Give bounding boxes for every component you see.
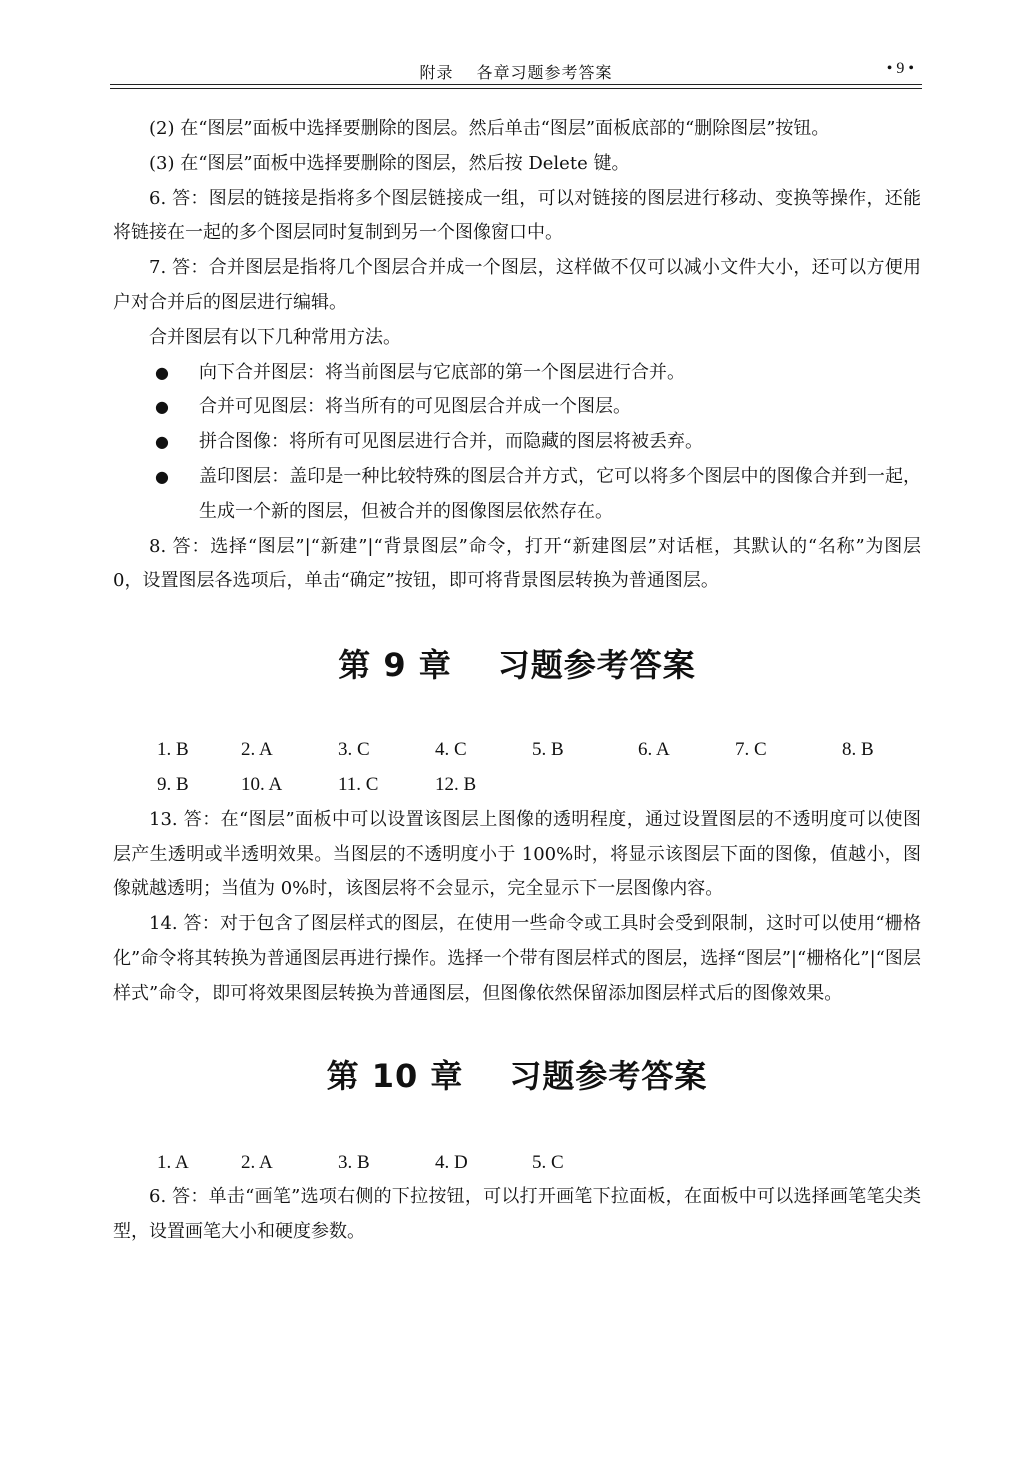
paragraph: 13. 答：在“图层”面板中可以设置该图层上图像的透明程度，通过设置图层的不透明度可以使图层产生透明或半透明效果。当图层的不透明度小于 100%时，将显示该图层下面的图像，值越小，图像就越透明；当值为 0%时，该图层将不会显示，完全显示下一层图像内容。 <box>113 808 921 900</box>
header-rule-thin <box>110 88 922 89</box>
bullet-text: 盖印图层：盖印是一种比较特殊的图层合并方式，它可以将多个图层中的图像合并到一起，生成一个新的图层，但被合并的图像图层依然存在。 <box>199 465 921 522</box>
header-rule-thick <box>110 84 922 85</box>
bullet-text: 合并可见图层：将当所有的可见图层合并成一个图层。 <box>199 396 631 418</box>
answer-item: 10. A <box>241 773 283 795</box>
bullet-item <box>113 356 921 391</box>
paragraph: 6. 答：单击“画笔”选项右侧的下拉按钮，可以打开画笔下拉面板，在面板中可以选择画笔笔尖类型，设置画笔大小和硬度参数。 <box>113 1186 921 1243</box>
answer-item: 1. B <box>157 739 189 761</box>
answer-item: 2. A <box>241 1151 273 1173</box>
page-number: • 9 • <box>886 60 914 77</box>
chapter-heading <box>113 1056 921 1096</box>
paragraph: 6. 答：图层的链接是指将多个图层链接成一组，可以对链接的图层进行移动、变换等操作，还能将链接在一起的多个图层同时复制到另一个图像窗口中。 <box>113 187 921 244</box>
answer-item: 11. C <box>338 773 379 795</box>
answer-row <box>113 1146 921 1181</box>
answer-item: 5. C <box>532 1151 564 1173</box>
paragraph: (3) 在“图层”面板中选择要删除的图层，然后按 Delete 键。 <box>149 152 630 174</box>
header-title: 附录 各章习题参考答案 <box>419 63 613 82</box>
chapter-title: 习题参考答案 <box>497 646 696 685</box>
answer-item: 4. D <box>435 1151 468 1173</box>
chapter-number: 第 10 章 <box>326 1056 464 1095</box>
chapter-number: 第 9 章 <box>338 646 452 685</box>
bullet-item <box>113 390 921 425</box>
answer-item: 5. B <box>532 739 564 761</box>
paragraph: 合并图层有以下几种常用方法。 <box>149 326 401 348</box>
page-header <box>110 58 922 86</box>
answer-item: 3. C <box>338 739 370 761</box>
answer-row <box>113 768 921 803</box>
bullet-item <box>113 460 921 530</box>
answer-item: 4. C <box>435 739 467 761</box>
bullet-item <box>113 425 921 460</box>
answer-item: 12. B <box>435 773 477 795</box>
bullet-dot-icon: ● <box>155 432 169 452</box>
chapter-heading <box>113 645 921 685</box>
answer-item: 8. B <box>842 739 874 761</box>
bullet-text: 向下合并图层：将当前图层与它底部的第一个图层进行合并。 <box>199 361 685 383</box>
answer-row <box>113 733 921 768</box>
answer-item: 7. C <box>735 739 767 761</box>
answer-item: 1. A <box>157 1151 189 1173</box>
paragraph: 8. 答：选择“图层”|“新建”|“背景图层”命令，打开“新建图层”对话框，其默认的“名称”为图层 0，设置图层各选项后，单击“确定”按钮，即可将背景图层转换为普通图层。 <box>113 535 921 592</box>
page-body <box>113 112 921 1250</box>
bullet-dot-icon: ● <box>155 397 169 417</box>
bullet-dot-icon: ● <box>155 466 169 486</box>
answer-item: 2. A <box>241 739 273 761</box>
answer-item: 9. B <box>157 773 189 795</box>
chapter-title: 习题参考答案 <box>509 1056 708 1095</box>
paragraph: 14. 答：对于包含了图层样式的图层，在使用一些命令或工具时会受到限制，这时可以使用“栅格化”命令将其转换为普通图层再进行操作。选择一个带有图层样式的图层，选择“图层”|“栅格化”|“图层样式”命令，即可将效果图层转换为普通图层，但图像依然保留添加图层样式后的图像效果。 <box>113 913 921 1004</box>
paragraph: 7. 答：合并图层是指将几个图层合并成一个图层，这样做不仅可以减小文件大小，还可以方便用户对合并后的图层进行编辑。 <box>113 257 921 313</box>
bullet-dot-icon: ● <box>155 362 169 382</box>
paragraph: (2) 在“图层”面板中选择要删除的图层。然后单击“图层”面板底部的“删除图层”按钮。 <box>149 118 830 139</box>
answer-item: 6. A <box>638 739 670 761</box>
bullet-text: 拼合图像：将所有可见图层进行合并，而隐藏的图层将被丢弃。 <box>199 431 703 453</box>
answer-item: 3. B <box>338 1151 370 1173</box>
